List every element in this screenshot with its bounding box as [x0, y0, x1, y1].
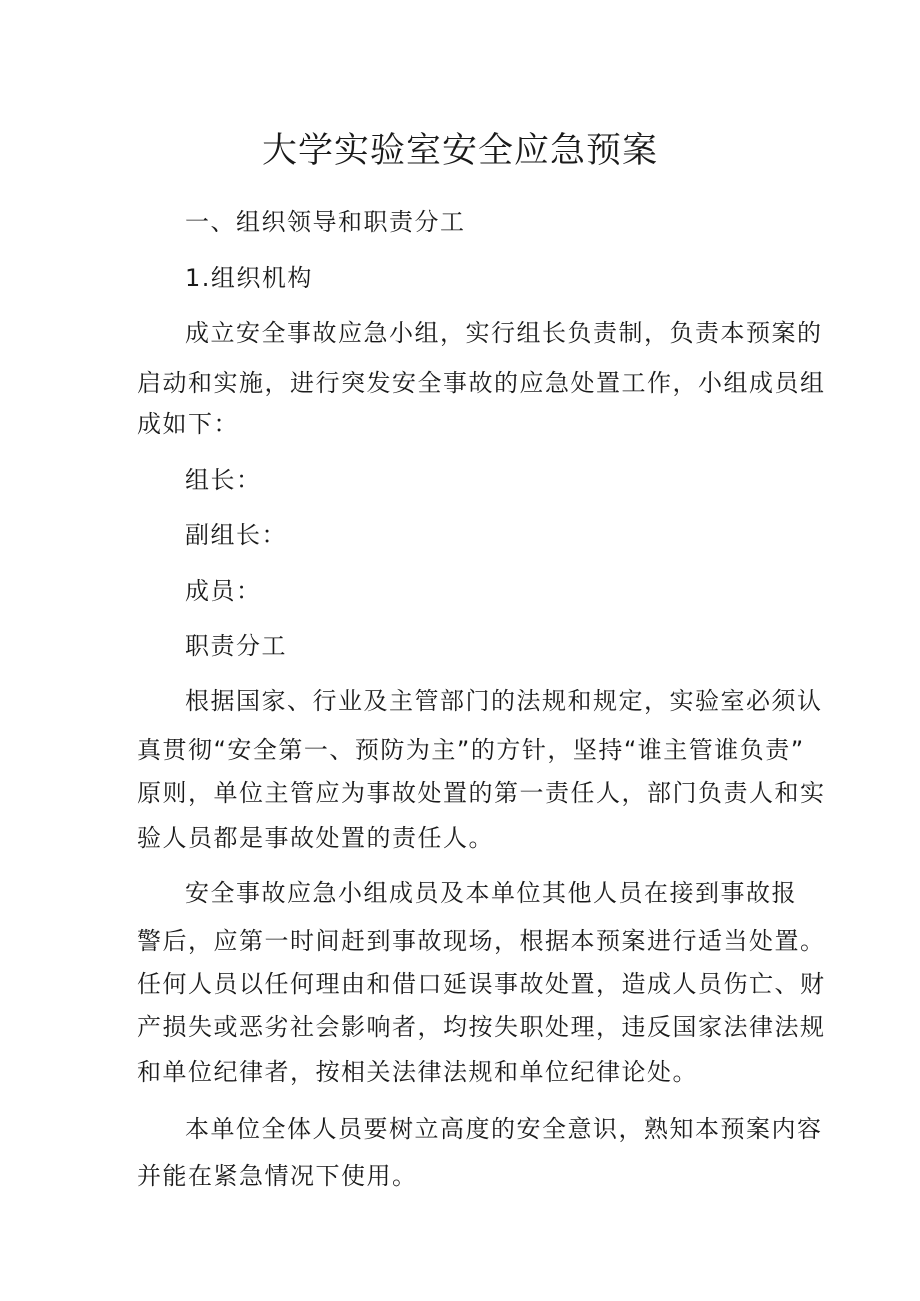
paragraph-line: 成如下：: [137, 410, 239, 438]
paragraph-line: 安全事故应急小组成员及本单位其他人员在接到事故报: [185, 879, 797, 907]
paragraph-line: 任何人员以任何理由和借口延误事故处置，造成人员伤亡、财: [137, 970, 826, 998]
paragraph-line: 并能在紧急情况下使用。: [137, 1162, 418, 1190]
paragraph-line: 真贯彻“安全第一、预防为主”的方针，坚持“谁主管谁负责”: [137, 736, 805, 764]
paragraph-line: 产损失或恶劣社会影响者，均按失职处理，违反国家法律法规: [137, 1013, 826, 1041]
paragraph-line: 警后，应第一时间赶到事故现场，根据本预案进行适当处置。: [137, 927, 826, 955]
paragraph-line: 启动和实施，进行突发安全事故的应急处置工作，小组成员组: [137, 369, 826, 397]
paragraph-line: 成立安全事故应急小组，实行组长负责制，负责本预案的: [185, 319, 823, 347]
subsection-heading: 1.组织机构: [185, 264, 313, 292]
paragraph-line: 和单位纪律者，按相关法律法规和单位纪律论处。: [137, 1058, 698, 1086]
paragraph-line: 本单位全体人员要树立高度的安全意识，熟知本预案内容: [185, 1115, 823, 1143]
section-heading: 一、组织领导和职责分工: [185, 208, 466, 236]
paragraph-line: 根据国家、行业及主管部门的法规和规定，实验室必须认: [185, 687, 823, 715]
paragraph-line: 原则，单位主管应为事故处置的第一责任人，部门负责人和实: [137, 779, 826, 807]
document-title: 大学实验室安全应急预案: [261, 131, 658, 171]
duty-heading: 职责分工: [185, 632, 287, 660]
members-label: 成员：: [185, 577, 262, 605]
vice-leader-label: 副组长：: [185, 521, 287, 549]
leader-label: 组长：: [185, 466, 262, 494]
paragraph-line: 验人员都是事故处置的责任人。: [137, 824, 494, 852]
